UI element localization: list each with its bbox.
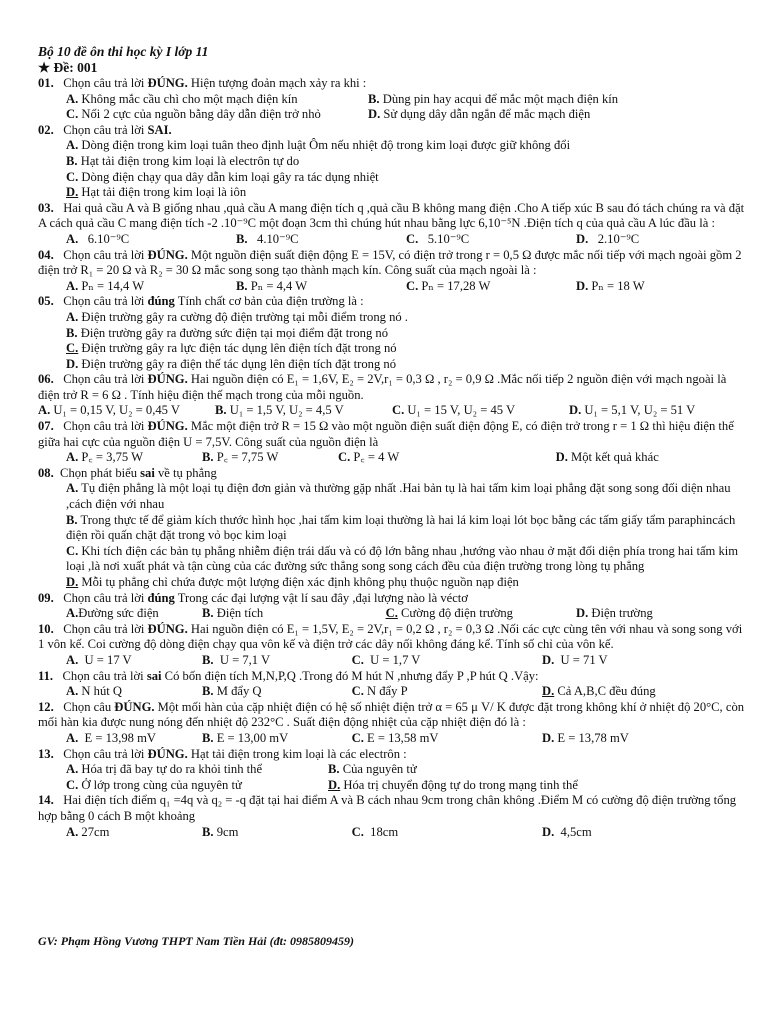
option-c: Pₙ = 17,28 W [421, 278, 491, 293]
option-d: 2.10⁻⁹C [597, 231, 640, 246]
question-09-options: A.Đường sức điện B. Điện tích C. Cường độ điện trường D. Điện trường [66, 606, 653, 621]
option-a: Pₙ = 14,4 W [81, 278, 145, 293]
question-02: 02. Chọn câu trả lời SAI. [38, 122, 172, 137]
option-a: Không mắc cầu chì cho một mạch điện kín [81, 91, 298, 106]
option-c: U = 1,7 V [370, 652, 421, 667]
question-14: 14. Hai điện tích điểm q₁ =4q và q₂ = -q đặt tại hai điểm A và B cách nhau 9cm trong chân không .Điểm M có cường độ điện trường tổng hợp bằng 0 cách B một khoảng [38, 793, 737, 823]
option-c: Dòng điện chạy qua dây dẫn kim loại gây ra tác dụng nhiệt [81, 169, 379, 184]
option-a: Dòng điện trong kim loại tuân theo định luật Ôm nếu nhiệt độ trong kim loại được giữ không đổi [81, 138, 571, 153]
option-b: U = 7,1 V [219, 652, 271, 667]
option-a: N hút Q [81, 684, 122, 699]
question-13-options-cd: C. Ở lớp trong cùng của nguyên tử D. Hóa trị chuyển động tự do trong mạng tinh thể [66, 777, 578, 792]
question-07-options: A. P꜀ = 3,75 W B. P꜀ = 7,75 W C. P꜀ = 4 W D. Một kết quả khác [66, 450, 659, 465]
question-08: 08. Chọn phát biểu sai về tụ phẳng [38, 465, 217, 480]
document-title: Bộ 10 đề ôn thi học kỳ I lớp 11 [38, 44, 209, 59]
exam-code: ★ Đề: 001 [38, 60, 98, 75]
option-a: U = 17 V [84, 652, 132, 667]
question-12: 12. Chọn câu ĐÚNG. Một mối hàn của cặp nhiệt điện có hệ số nhiệt điện trở α = 65 μ V/ K được đặt trong không khí ở nhiệt độ 20°C, còn mối hàn kia được nung nóng đến nhiệt độ 232°C . Suất điện động nhiệt của cặp nhiệt điện đó là : [38, 699, 745, 730]
option-b: 4.10⁻⁹C [257, 231, 299, 246]
option-a: 27cm [81, 824, 110, 839]
option-b: Trong thực tế để giảm kích thước hình học ,hai tấm kim loại thường là hai lá kim loại lót bọc bằng các tấm giấy tẩm paraphincách điện rồi quấn chặt đặt trong vỏ bọc kim loại [66, 512, 736, 543]
question-06: 06. Chọn câu trả lời ĐÚNG. Hai nguồn điện có E₁ = 1,6V, E₂ = 2V,r₁ = 0,3 Ω , r₂ = 0,9 Ω .Mắc nối tiếp 2 nguồn điện với mạch ngoài là điện trở R = 6 Ω . Tính hiệu điện thế mạch trong của mỗi nguồn. [38, 372, 727, 402]
option-d: Pₙ = 18 W [591, 278, 645, 293]
option-d: Điện trường [591, 606, 653, 621]
question-01: 01. Chọn câu trả lời ĐÚNG. Hiện tượng đoản mạch xảy ra khi : [38, 76, 367, 90]
option-c: P꜀ = 4 W [353, 450, 400, 465]
option-c: U₁ = 15 V, U₂ = 45 V [407, 403, 516, 418]
document-footer: GV: Phạm Hồng Vương THPT Nam Tiền Hải (đt: 0985809459) [38, 934, 354, 948]
option-c: Cường độ điện trường [401, 606, 513, 621]
question-03: 03. Hai quả cầu A và B giống nhau ,quả cầu A mang điện tích q ,quả cầu B không mang điện .Cho A tiếp xúc B sau đó tách chúng ra và đặt A cách quả cầu C mang điện tích -2 .10⁻⁹C một đoạn 3cm thì chúng hút nhau bằng lực 6,10⁻⁵N .Điện tích q của quả cầu A lúc đầu là : [38, 200, 745, 231]
option-b: Dùng pin hay acqui để mắc một mạch điện kín [382, 91, 619, 106]
option-b: Pₙ = 4,4 W [250, 278, 308, 293]
question-01-options-cd: C. Nối 2 cực của nguồn bằng dây dẫn điện trở nhỏ D. Sử dụng dây dẫn ngắn để mắc mạch điện [66, 107, 591, 122]
option-d: Hạt tải điện trong kim loại là iôn [81, 185, 247, 200]
option-b: E = 13,00 mV [216, 730, 289, 745]
option-b: Của nguyên tử [342, 762, 417, 777]
question-02-options: A. Dòng điện trong kim loại tuân theo định luật Ôm nếu nhiệt độ trong kim loại được giữ không đổi B. Hạt tải điện trong kim loại là electrôn tự do C. Dòng điện chạy qua dây dẫn kim loại gây ra tác dụng nhiệt D. Hạt tải điện trong kim loại là iôn [66, 138, 571, 200]
question-04-options: A. Pₙ = 14,4 W B. Pₙ = 4,4 W C. Pₙ = 17,28 W D. Pₙ = 18 W [66, 278, 645, 293]
option-c: 5.10⁻⁹C [427, 231, 470, 246]
option-b: Hạt tải điện trong kim loại là electrôn tự do [80, 153, 300, 168]
option-c: 18cm [370, 824, 399, 839]
question-03-options: A. 6.10⁻⁹C B. 4.10⁻⁹C C. 5.10⁻⁹C D. 2.10⁻⁹C [66, 231, 640, 246]
option-b: U₁ = 1,5 V, U₂ = 4,5 V [229, 403, 344, 418]
option-c: E = 13,58 mV [367, 730, 439, 745]
option-d: Hóa trị chuyển động tự do trong mạng tinh thể [343, 777, 578, 792]
question-11: 11. Chọn câu trả lời sai Có bốn điện tích M,N,P,Q .Trong đó M hút N ,nhưng đẩy P ,P hút Q .Vậy: [38, 668, 539, 683]
option-c: Khi tích điện các bản tụ phẳng nhiễm điện trái dấu và có độ lớn bằng nhau ,hướng vào nhau ở mặt đối diện phía trong hai tấm kim loại ,là nơi xuất phát và tận cùng của các đường sức thẳng song song cách đều của điện trường trong lòng tụ phẳng [66, 543, 739, 574]
question-10: 10. Chọn câu trả lời ĐÚNG. Hai nguồn điện có E₁ = 1,5V, E₂ = 2V,r₁ = 0,2 Ω , r₂ = 0,3 Ω .Nối các cực cùng tên với nhau và song song với 1 vôn kế. Coi cường độ dòng điện chạy qua vôn kế và điện trở các dây nối không đáng kể. Tính số chỉ của vôn kế. [38, 621, 743, 652]
option-b: 9cm [216, 824, 239, 839]
question-05-options: A. Điện trường gây ra cường độ điện trường tại mỗi điểm trong nó . B. Điện trường gây ra đường sức điện tại mọi điểm đặt trong nó C. Điện trường gây ra lực điện tác dụng lên điện tích đặt trong nó D. Điện trường gây ra điện thế tác dụng lên điện tích đặt trong nó [66, 309, 408, 371]
option-a: Tụ điện phẳng là một loại tụ điện đơn giản và thường gặp nhất .Hai bản tụ là hai tấm kim loại phẳng đặt song song đối diện nhau ,cách điện với nhau [66, 481, 731, 512]
option-c: N đẩy P [367, 684, 408, 699]
question-04: 04. Chọn câu trả lời ĐÚNG. Một nguồn điện suất điện động E = 15V, có điện trở trong r = 0,5 Ω được mắc nối tiếp với mạch ngoài gồm 2 điện trở R₁ = 20 Ω và R₂ = 30 Ω mắc song song tạo thành mạch kín. Công suất của mạch ngoài là : [38, 247, 742, 278]
option-d: Cả A,B,C đều đúng [557, 684, 656, 699]
option-a: E = 13,98 mV [84, 730, 157, 745]
option-a: P꜀ = 3,75 W [81, 450, 144, 465]
question-12-options: A. E = 13,98 mV B. E = 13,00 mV C. E = 13,58 mV D. E = 13,78 mV [66, 730, 629, 745]
option-d: Mỗi tụ phẳng chỉ chứa được một lượng điện xác định không phụ thuộc nguồn nạp điện [81, 575, 519, 589]
option-c: Điện trường gây ra lực điện tác dụng lên điện tích đặt trong nó [81, 341, 397, 356]
option-d: Điện trường gây ra điện thế tác dụng lên điện tích đặt trong nó [81, 356, 397, 371]
option-a: Điện trường gây ra cường độ điện trường tại mỗi điểm trong nó . [81, 309, 408, 324]
option-a: Hóa trị đã bay tự do ra khỏi tinh thể [81, 762, 263, 777]
question-01-options-ab: A. Không mắc cầu chì cho một mạch điện kín B. Dùng pin hay acqui để mắc một mạch điện kín [66, 91, 619, 106]
question-09: 09. Chọn câu trả lời đúng Trong các đại lượng vật lí sau đây ,đại lượng nào là véctơ [38, 590, 468, 605]
option-d: E = 13,78 mV [557, 730, 629, 745]
option-d: U = 71 V [560, 652, 608, 667]
option-a: Đường sức điện [78, 606, 159, 621]
option-a: U₁ = 0,15 V, U₂ = 0,45 V [53, 403, 180, 418]
question-11-options: A. N hút Q B. M đẩy Q C. N đẩy P D. Cả A,B,C đều đúng [66, 684, 656, 699]
option-d: Một kết quả khác [571, 450, 659, 465]
question-14-options: A. 27cm B. 9cm C. 18cm D. 4,5cm [66, 824, 592, 839]
question-08-options: A. Tụ điện phẳng là một loại tụ điện đơn giản và thường gặp nhất .Hai bản tụ là hai tấm kim loại phẳng đặt song song đối diện nhau ,cách điện với nhau B. Trong thực tế để giảm kích thước hình học ,hai tấm kim loại thường là hai lá kim loại lót bọc bằng các tấm giấy tẩm paraphincách điện rồi quấn chặt đặt trong vỏ bọc kim loại C. Khi tích điện các bản tụ phẳng nhiễm điện trái dấu và có độ lớn bằng nhau ,hướng vào nhau ở mặt đối diện phía trong hai tấm kim loại ,là nơi xuất phát và tận cùng của các đường sức thẳng song song cách đều của điện trường trong lòng tụ phẳng D. Mỗi tụ phẳng chỉ chứa được một lượng điện xác định không phụ thuộc nguồn nạp điện [66, 481, 739, 589]
option-a: 6.10⁻⁹C [87, 231, 130, 246]
option-b: Điện tích [216, 606, 264, 621]
option-d: U₁ = 5,1 V, U₂ = 51 V [584, 403, 696, 418]
option-b: Điện trường gây ra đường sức điện tại mọi điểm đặt trong nó [80, 325, 389, 340]
option-c: Nối 2 cực của nguồn bằng dây dẫn điện trở nhỏ [81, 107, 321, 122]
question-07: 07. Chọn câu trả lời ĐÚNG. Mắc một điện trở R = 15 Ω vào một nguồn điện suất điện động E, có điện trở trong r = 1 Ω thì hiệu điện thế giữa hai cực của nguồn điện U = 7,5V. Công suất của nguồn điện là [38, 419, 734, 449]
question-13-options-ab: A. Hóa trị đã bay tự do ra khỏi tinh thể B. Của nguyên tử [66, 762, 417, 777]
question-05: 05. Chọn câu trả lời đúng Tính chất cơ bản của điện trường là : [38, 294, 364, 309]
question-06-options: A. U₁ = 0,15 V, U₂ = 0,45 V B. U₁ = 1,5 V, U₂ = 4,5 V C. U₁ = 15 V, U₂ = 45 V D. U₁ = 5,1 V, U₂ = 51 V [38, 403, 696, 418]
question-10-options: A. U = 17 V B. U = 7,1 V C. U = 1,7 V D. U = 71 V [66, 652, 608, 667]
option-d: Sử dụng dây dẫn ngắn để mắc mạch điện [383, 107, 591, 122]
option-c: Ở lớp trong cùng của nguyên tử [81, 777, 242, 792]
option-b: M đẩy Q [216, 684, 262, 699]
question-13: 13. Chọn câu trả lời ĐÚNG. Hạt tải điện trong kim loại là các electrôn : [38, 746, 407, 761]
option-b: P꜀ = 7,75 W [216, 450, 279, 465]
option-d: 4,5cm [560, 824, 592, 839]
